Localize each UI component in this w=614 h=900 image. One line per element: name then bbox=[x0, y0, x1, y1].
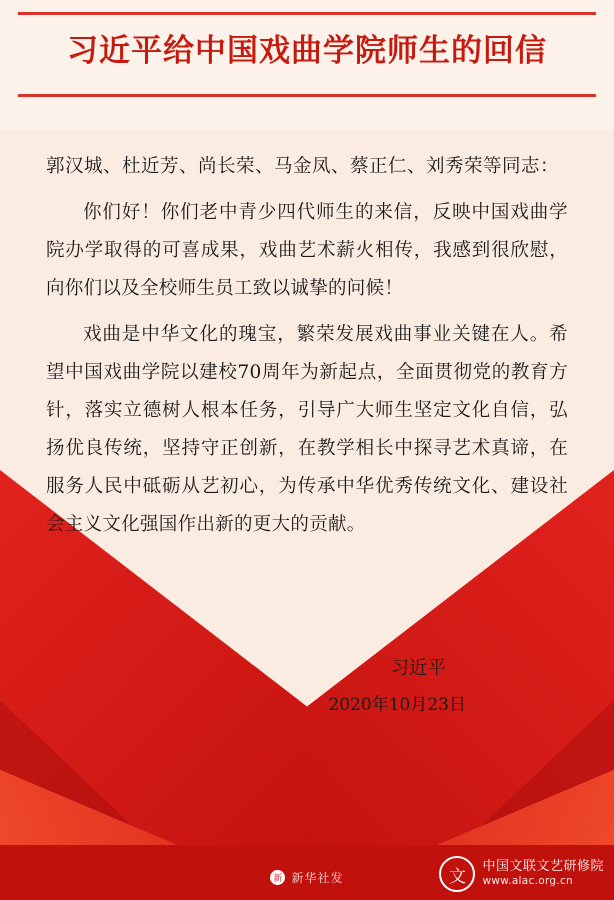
letter-paragraph-2: 戏曲是中华文化的瑰宝，繁荣发展戏曲事业关键在人。希望中国戏曲学院以建校70周年为新起点，全面贯彻党的教育方针，落实立德树人根本任务，引导广大师生坚定文化自信，弘扬优良传统，坚持守正创新，在教学相长中探寻艺术真谛，在服务人民中砥砺从艺初心，为传承中华优秀传统文化、建设社会主义文化强国作出新的更大的贡献。 bbox=[46, 324, 568, 535]
letter-salutation: 郭汉城、杜近芳、尚长荣、马金凤、蔡正仁、刘秀荣等同志： bbox=[46, 156, 560, 177]
poster-header bbox=[0, 0, 614, 130]
header-divider-top bbox=[18, 12, 596, 15]
header-divider-bottom bbox=[18, 94, 596, 97]
logo-organization-name: 中国文联文艺研修院 bbox=[482, 859, 604, 874]
letter-paragraph-1: 你们好！你们老中青少四代师生的来信，反映中国戏曲学院办学取得的可喜成果，戏曲艺术薪火相传，我感到很欣慰，向你们以及全校师生员工致以诚挚的问候！ bbox=[46, 202, 568, 299]
letter-body bbox=[0, 150, 614, 552]
letter-date: 2020年10月23日 bbox=[328, 695, 466, 715]
seal-icon: 文 bbox=[439, 856, 475, 892]
page-title: 习近平给中国戏曲学院师生的回信 bbox=[67, 33, 547, 69]
credit-label: 新华社发 bbox=[291, 871, 344, 885]
xinhua-badge-icon: 新 bbox=[270, 870, 285, 885]
logo-website-url: www.alac.org.cn bbox=[482, 875, 574, 887]
letter-signature: 习近平 bbox=[390, 658, 446, 679]
logo-text-block bbox=[482, 859, 604, 889]
organization-logo bbox=[439, 856, 604, 892]
